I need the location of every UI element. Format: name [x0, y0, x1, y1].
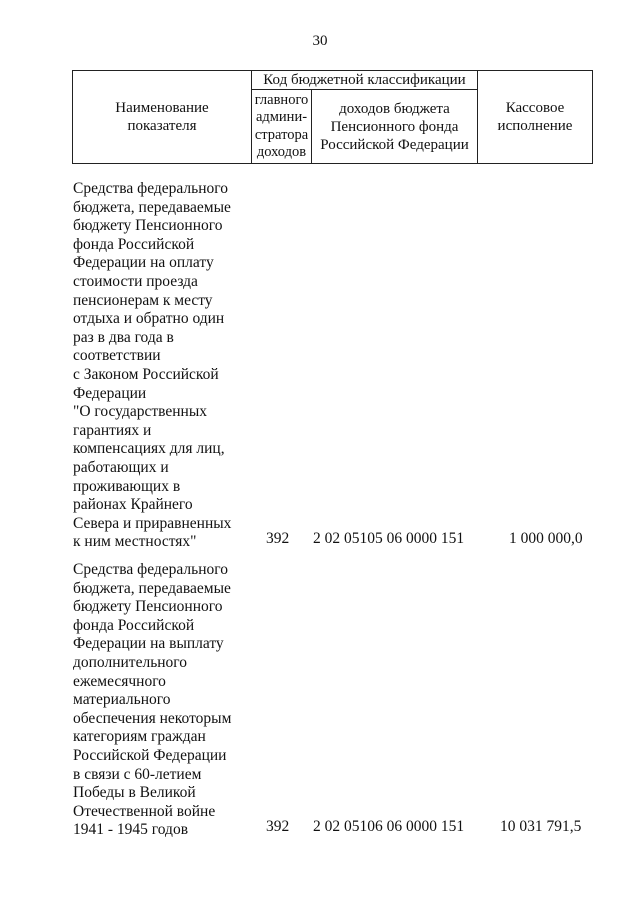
row-admin-code: 392	[266, 530, 290, 547]
header-admin: главного админи- стратора доходов	[251, 89, 312, 164]
row-name: Средства федерального бюджета, передаваемые бюджету Пенсионного фонда Российской Федерации на выплату дополнительного ежемесячного материального обеспечения некоторым категориям граждан Российской Федерации в связи с 60-летием Победы в Великой Отечественной войне 1941 - 1945 годов	[73, 561, 232, 839]
header-cash: Кассовое исполнение	[477, 70, 593, 164]
row-amount: 1 000 000,0	[509, 530, 583, 547]
row-budget-code: 2 02 05106 06 0000 151	[313, 818, 465, 835]
page-number: 30	[312, 33, 328, 49]
header-name: Наименование показателя	[72, 70, 252, 164]
row-name: Средства федерального бюджета, передаваемые бюджету Пенсионного фонда Российской Федерации на оплату стоимости проезда пенсионерам к месту отдыха и обратно один раз в два года в соответствии с Законом Российской Федерации "О государственных гарантиях и компенсациях для лиц, работающих и проживающих в районах Крайнего Севера и приравненных к ним местностях"	[73, 180, 232, 551]
row-amount: 10 031 791,5	[500, 818, 582, 835]
row-budget-code: 2 02 05105 06 0000 151	[313, 530, 465, 547]
header-income: доходов бюджета Пенсионного фонда Российской Федерации	[311, 89, 478, 164]
row-admin-code: 392	[266, 818, 290, 835]
header-code-group: Код бюджетной классификации	[251, 70, 478, 90]
